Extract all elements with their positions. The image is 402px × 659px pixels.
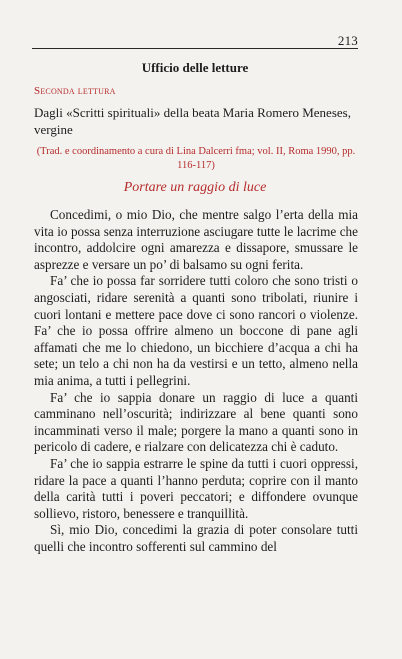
paragraph-2: Fa’ che io possa far sorridere tutti coloro che sono tristi o angosciati, ridare serenità a quanti sono tribolati, riunire i cuori lontani e mettere pace dove ci sono rancori o violenze. Fa’ che io possa offrire almeno un boccone di pane agli affamati che me lo chiedono, un bicchiere d’acqua a chi ha sete; un telo a chi non ha da vestirsi e un tetto, almeno nella mia anima, a tutti i pellegrini. [34,273,358,388]
reading-label: Seconda lettura [34,85,116,97]
office-title: Ufficio delle letture [141,60,249,75]
body-text [34,207,358,555]
section-title: Portare un raggio di luce [123,180,267,195]
paragraph-3: Fa’ che io sappia donare un raggio di luce a quanti camminano nell’oscurità; indirizzare al bene quanti sono incamminati verso il male; porgere la mano a quanti sono in pericolo di cadere, e rialzare con delicatezza chi è caduto. [34,389,358,455]
header-rule [32,48,358,49]
paragraph-4: Fa’ che io sappia estrarre le spine da tutti i cuori oppressi, ridare la pace a quanti l’hanno perduta; coprire con il manto della carità tutti i poveri peccatori; e diffondere ovunque sollievo, ristoro, benessere e tranquillità. [34,455,358,521]
page-number: 213 [337,33,358,48]
paragraph-5: Sì, mio Dio, concedimi la grazia di poter consolare tutti quelli che incontro sofferenti sul cammino del [34,522,358,554]
paragraph-1: Concedimi, o mio Dio, che mentre salgo l’erta della mia vita io possa senza interruzione asciugare tutte le lacrime che incontro, addolcire ogni amarezza e dissapore, smussare le asprezze e versare un po’ di balsamo su ogni ferita. [34,207,358,272]
translation-note: (Trad. e coordinamento a cura di Lina Dalcerri fma; vol. II, Roma 1990, pp. 116-117) [36,146,356,171]
reading-source: Dagli «Scritti spirituali» della beata Maria Romero Meneses, vergine [34,105,351,137]
